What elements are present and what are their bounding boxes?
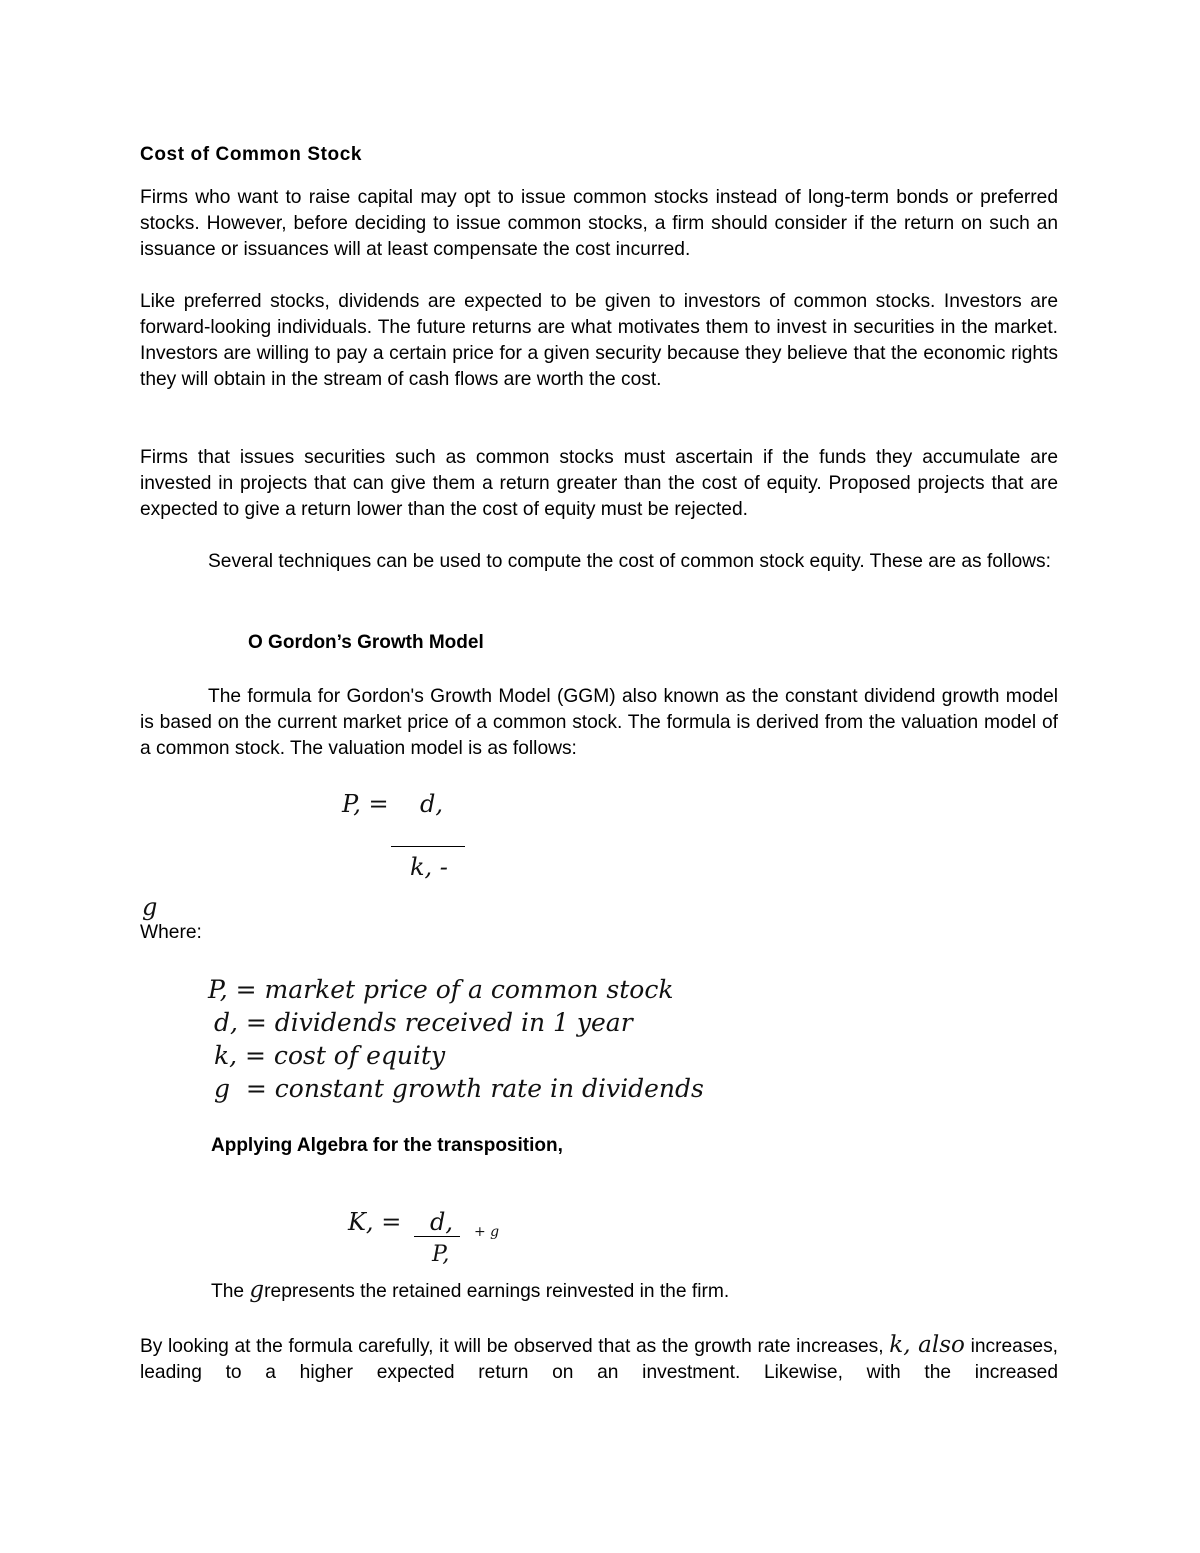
formula2-fraction-bar (414, 1236, 460, 1237)
paragraph-techniques: Several techniques can be used to compute the cost of common stock equity. These are as follows: (208, 551, 1051, 572)
paragraph-growth-rate-start: By looking at the formula carefully, it will be observed that as the growth rate increases, (140, 1336, 890, 1357)
g-note-before: The (211, 1281, 250, 1302)
definition-market-price: P, = market price of a common stock (208, 975, 674, 1004)
formula1-stray-g: g (142, 893, 158, 921)
formula1-lhs: P, = (342, 790, 389, 818)
heading-applying-algebra: Applying Algebra for the transposition, (211, 1135, 563, 1156)
formula1-fraction-bar (391, 846, 465, 847)
where-label: Where: (140, 922, 202, 943)
g-note (211, 1277, 1071, 1305)
formula2-numerator: d, (430, 1208, 453, 1236)
page-title: Cost of Common Stock (140, 144, 363, 165)
paragraph-growth-rate-end: increases, leading to a higher expected return on an investment. Likewise, with the increased (140, 1336, 1059, 1383)
heading-gordons-growth-model: O Gordon’s Growth Model (248, 632, 484, 653)
formula2-denominator: P, (432, 1242, 450, 1267)
definition-growth-rate: g = constant growth rate in dividends (214, 1074, 704, 1103)
paragraph-growth-rate-symbol: k, also (889, 1332, 965, 1358)
paragraph-dividends: Like preferred stocks, dividends are expected to be given to investors of common stocks. Investors are forward-looking individuals. The future returns are what motivates them to invest in securities in the market. Investors are willing to pay a certain price for a given security because they believe that the economic rights they will obtain in the stream of cash flows are worth the cost. (140, 291, 1058, 390)
formula1-numerator: d, (420, 790, 443, 818)
definition-dividends: d, = dividends received in 1 year (214, 1008, 633, 1037)
paragraph-intro: Firms who want to raise capital may opt to issue common stocks instead of long-term bonds or preferred stocks. However, before deciding to issue common stocks, a firm should consider if the return on such an issuance or issuances will at least compensate the cost incurred. (140, 187, 1058, 260)
formula2-plus-g: + g (474, 1224, 500, 1240)
definition-cost-of-equity: k, = cost of equity (214, 1041, 446, 1070)
formula2-lhs: K, = (348, 1208, 402, 1236)
g-note-symbol: g (249, 1277, 265, 1303)
formula1-denominator: k, - (410, 853, 448, 881)
g-note-after: represents the retained earnings reinvested in the firm. (264, 1281, 730, 1302)
paragraph-firms: Firms that issues securities such as common stocks must ascertain if the funds they accumulate are invested in projects that can give them a return greater than the cost of equity. Proposed projects that are expected to give a return lower than the cost of equity must be rejected. (140, 447, 1058, 520)
paragraph-growth-rate (140, 1334, 1058, 1386)
paragraph-ggm-formula: The formula for Gordon's Growth Model (GGM) also known as the constant dividend growth model is based on the current market price of a common stock. The formula is derived from the valuation model of a common stock. The valuation model is as follows: (140, 686, 1058, 759)
